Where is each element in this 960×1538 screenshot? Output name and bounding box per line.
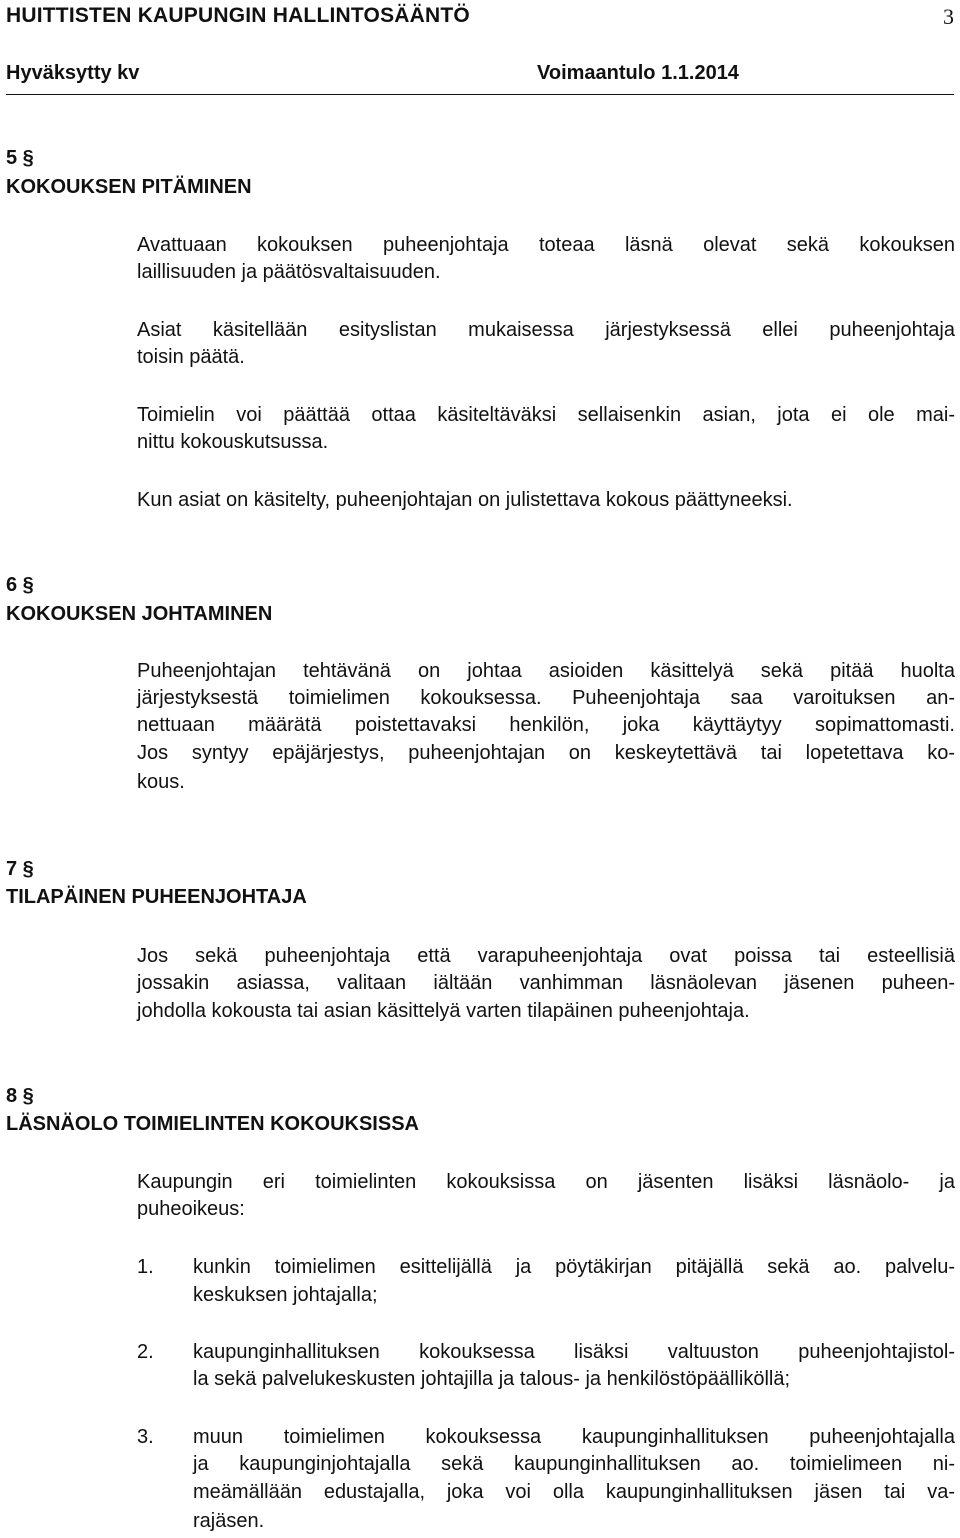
section-8-number: 8 § xyxy=(6,1085,34,1107)
list-item-line: kunkin toimielimen esittelijällä ja pöytäkirjan pitäjällä sekä ao. palvelu- xyxy=(193,1256,955,1278)
paragraph-line: jossakin asiassa, valitaan iältään vanhimman läsnäolevan jäsenen puheen- xyxy=(137,972,955,994)
paragraph-line: toisin päätä. xyxy=(137,346,245,368)
paragraph-line: Toimielin voi päättää ottaa käsiteltäväksi sellaisenkin asian, jota ei ole mai- xyxy=(137,404,955,426)
list-item-number: 1. xyxy=(137,1256,154,1278)
paragraph-line: nittu kokouskutsussa. xyxy=(137,431,329,453)
paragraph-line: kous. xyxy=(137,771,185,793)
paragraph-line: Kaupungin eri toimielinten kokouksissa on jäsenten lisäksi läsnäolo- ja xyxy=(137,1171,955,1193)
list-item-line: meämällään edustajalla, joka voi olla kaupunginhallituksen jäsen tai va- xyxy=(193,1481,955,1503)
paragraph-line: laillisuuden ja päätösvaltaisuuden. xyxy=(137,261,441,283)
page-number: 3 xyxy=(943,4,954,29)
section-5-title: KOKOUKSEN PITÄMINEN xyxy=(6,176,252,198)
header-divider xyxy=(6,94,954,95)
approved-label: Hyväksytty kv xyxy=(6,62,140,84)
section-7-number: 7 § xyxy=(6,858,34,880)
section-8-title: LÄSNÄOLO TOIMIELINTEN KOKOUKSISSA xyxy=(6,1113,419,1135)
list-item-line: ja kaupunginjohtajalla sekä kaupunginhallituksen ao. toimielimeen ni- xyxy=(193,1453,955,1475)
list-item-number: 3. xyxy=(137,1426,154,1448)
paragraph-line: Kun asiat on käsitelty, puheenjohtajan on julistettava kokous päättyneeksi. xyxy=(137,489,793,511)
paragraph-line: Asiat käsitellään esityslistan mukaisessa järjestyksessä ellei puheenjohtaja xyxy=(137,319,955,341)
paragraph-line: Puheenjohtajan tehtävänä on johtaa asioiden käsittelyä sekä pitää huolta xyxy=(137,660,955,682)
list-item-line: keskuksen johtajalla; xyxy=(193,1284,378,1306)
paragraph-line: nettuaan määrätä poistettavaksi henkilön, joka käyttäytyy sopimattomasti. xyxy=(137,714,955,736)
document-title: HUITTISTEN KAUPUNGIN HALLINTOSÄÄNTÖ xyxy=(6,4,470,27)
paragraph-line: puheoikeus: xyxy=(137,1198,245,1220)
effective-date: Voimaantulo 1.1.2014 xyxy=(537,62,739,84)
section-6-title: KOKOUKSEN JOHTAMINEN xyxy=(6,603,273,625)
list-item-line: la sekä palvelukeskusten johtajilla ja talous- ja henkilöstöpäälliköllä; xyxy=(193,1368,791,1390)
list-item-number: 2. xyxy=(137,1341,154,1363)
paragraph-line: Jos sekä puheenjohtaja että varapuheenjohtaja ovat poissa tai esteellisiä xyxy=(137,945,955,967)
section-5-number: 5 § xyxy=(6,147,34,169)
section-7-title: TILAPÄINEN PUHEENJOHTAJA xyxy=(6,886,307,908)
paragraph-line: Jos syntyy epäjärjestys, puheenjohtajan on keskeytettävä tai lopetettava ko- xyxy=(137,742,955,764)
list-item-line: muun toimielimen kokouksessa kaupunginhallituksen puheenjohtajalla xyxy=(193,1426,955,1448)
list-item-line: kaupunginhallituksen kokouksessa lisäksi valtuuston puheenjohtajistol- xyxy=(193,1341,955,1363)
paragraph-line: Avattuaan kokouksen puheenjohtaja toteaa läsnä olevat sekä kokouksen xyxy=(137,234,955,256)
section-6-number: 6 § xyxy=(6,574,34,596)
paragraph-line: järjestyksestä toimielimen kokouksessa. Puheenjohtaja saa varoituksen an- xyxy=(137,687,955,709)
list-item-line: rajäsen. xyxy=(193,1510,265,1532)
paragraph-line: johdolla kokousta tai asian käsittelyä varten tilapäinen puheenjohtaja. xyxy=(137,1000,750,1022)
